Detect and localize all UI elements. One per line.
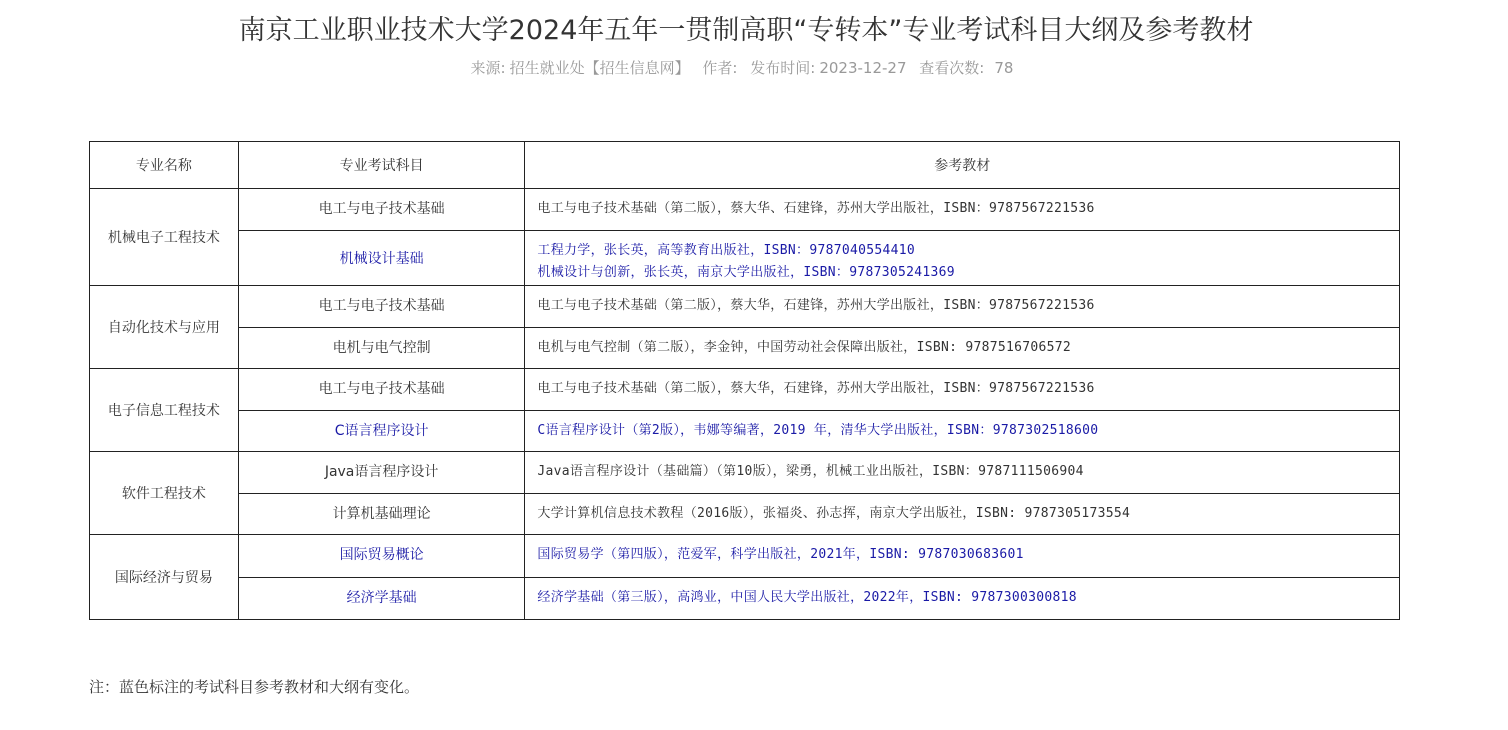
exam-subject: 电机与电气控制 bbox=[238, 328, 525, 369]
exam-subject: 经济学基础 bbox=[238, 578, 525, 620]
reference-textbook bbox=[525, 494, 1400, 535]
date-label: 发布时间: bbox=[750, 59, 816, 77]
header-subject: 专业考试科目 bbox=[238, 142, 525, 189]
header-major: 专业名称 bbox=[90, 142, 239, 189]
article-meta bbox=[0, 57, 1484, 78]
table-row bbox=[90, 411, 1400, 452]
textbook-entry: 经济学基础（第三版），高鸿业，中国人民大学出版社，2022年，ISBN: 9787300300818 bbox=[537, 590, 1077, 605]
textbook-entry: 电工与电子技术基础（第二版），蔡大华，石建锋，苏州大学出版社，ISBN：9787567221536 bbox=[537, 298, 1095, 313]
textbook-entry: 工程力学，张长英，高等教育出版社，ISBN：9787040554410 bbox=[537, 243, 915, 258]
reference-textbook bbox=[525, 411, 1400, 452]
table-row bbox=[90, 328, 1400, 369]
textbook-entry: C语言程序设计（第2版），韦娜等编著，2019 年，清华大学出版社，ISBN：9787302518600 bbox=[537, 423, 1099, 438]
table-row bbox=[90, 286, 1400, 328]
table-row bbox=[90, 535, 1400, 578]
table-row bbox=[90, 494, 1400, 535]
major-name: 机械电子工程技术 bbox=[90, 189, 239, 286]
table-row bbox=[90, 452, 1400, 494]
footnote: 注：蓝色标注的考试科目参考教材和大纲有变化。 bbox=[89, 678, 420, 696]
exam-subject: 电工与电子技术基础 bbox=[238, 286, 525, 328]
publish-date: 2023-12-27 bbox=[819, 59, 907, 77]
table-row bbox=[90, 189, 1400, 231]
textbook-entry: 电机与电气控制（第二版），李金钟，中国劳动社会保障出版社，ISBN: 9787516706572 bbox=[537, 340, 1072, 355]
views-label: 查看次数: bbox=[919, 59, 985, 77]
table-body bbox=[90, 189, 1400, 620]
exam-subject: C语言程序设计 bbox=[238, 411, 525, 452]
table-row bbox=[90, 231, 1400, 286]
reference-textbook bbox=[525, 189, 1400, 231]
textbook-entry: 国际贸易学（第四版），范爱军，科学出版社，2021年，ISBN: 9787030683601 bbox=[537, 547, 1024, 562]
major-name: 电子信息工程技术 bbox=[90, 369, 239, 452]
exam-subject: 电工与电子技术基础 bbox=[238, 369, 525, 411]
table-row bbox=[90, 369, 1400, 411]
view-count: 78 bbox=[994, 59, 1014, 77]
page-title: 南京工业职业技术大学2024年五年一贯制高职“专转本”专业考试科目大纲及参考教材 bbox=[238, 15, 1254, 46]
major-name: 国际经济与贸易 bbox=[90, 535, 239, 620]
source-link[interactable]: 招生就业处【招生信息网】 bbox=[509, 59, 690, 77]
textbook-entry: Java语言程序设计（基础篇）（第10版），梁勇，机械工业出版社，ISBN：9787111506904 bbox=[537, 464, 1084, 479]
reference-textbook bbox=[525, 231, 1400, 286]
reference-textbook bbox=[525, 535, 1400, 578]
reference-textbook bbox=[525, 328, 1400, 369]
textbook-entry: 大学计算机信息技术教程（2016版），张福炎、孙志挥，南京大学出版社，ISBN: 9787305173554 bbox=[537, 506, 1131, 521]
exam-subject: 计算机基础理论 bbox=[238, 494, 525, 535]
exam-subjects-table bbox=[89, 141, 1400, 620]
textbook-entry: 电工与电子技术基础（第二版），蔡大华、石建锋，苏州大学出版社，ISBN：9787567221536 bbox=[537, 201, 1095, 216]
author-label: 作者: bbox=[702, 59, 738, 77]
textbook-entry: 电工与电子技术基础（第二版），蔡大华，石建锋，苏州大学出版社，ISBN：9787567221536 bbox=[537, 381, 1095, 396]
source-label: 来源: bbox=[470, 59, 506, 77]
major-name: 软件工程技术 bbox=[90, 452, 239, 535]
exam-subject: 机械设计基础 bbox=[238, 231, 525, 286]
textbook-entry: 机械设计与创新，张长英，南京大学出版社，ISBN：9787305241369 bbox=[537, 265, 955, 280]
reference-textbook bbox=[525, 452, 1400, 494]
reference-textbook bbox=[525, 369, 1400, 411]
exam-subject: 电工与电子技术基础 bbox=[238, 189, 525, 231]
exam-subject: Java语言程序设计 bbox=[238, 452, 525, 494]
major-name: 自动化技术与应用 bbox=[90, 286, 239, 369]
header-textbook: 参考教材 bbox=[525, 142, 1400, 189]
exam-subject: 国际贸易概论 bbox=[238, 535, 525, 578]
table-row bbox=[90, 578, 1400, 620]
reference-textbook bbox=[525, 578, 1400, 620]
reference-textbook bbox=[525, 286, 1400, 328]
